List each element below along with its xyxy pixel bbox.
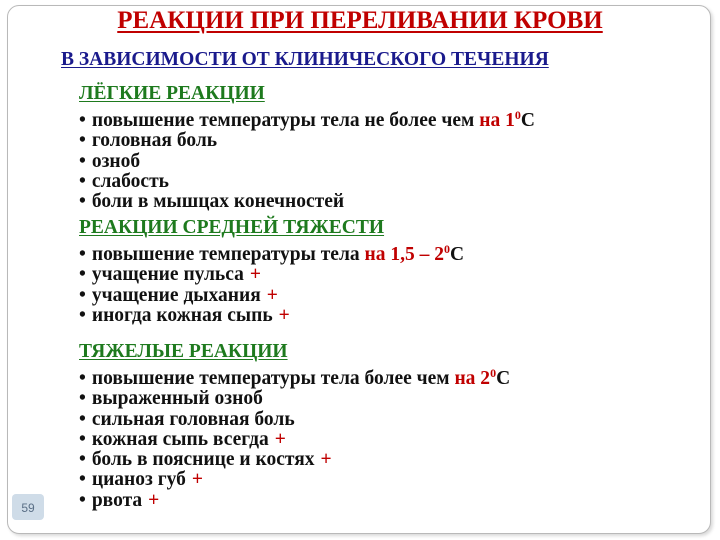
item-text: кожная сыпь всегда — [91, 428, 269, 450]
page-number-badge: 59 — [12, 494, 44, 520]
bullet: • — [79, 130, 86, 152]
list-item — [79, 265, 464, 285]
item-text: иногда кожная сыпь — [91, 304, 273, 326]
plus-sign: + — [266, 284, 278, 306]
list-item — [79, 366, 511, 389]
plus-sign: + — [191, 469, 203, 491]
list-item — [79, 430, 510, 450]
degree-superscript: 0 — [490, 366, 497, 380]
item-text: головная боль — [91, 130, 218, 152]
temperature-value: на $2^0$ — [454, 366, 497, 389]
list-item — [79, 470, 510, 490]
degree-unit: С — [496, 368, 511, 389]
list-item — [79, 491, 510, 511]
item-text: повышение температуры тела более чем — [91, 368, 450, 389]
degree-unit: С — [450, 244, 465, 265]
bullet: • — [79, 264, 86, 286]
bullet: • — [79, 428, 86, 450]
list-item — [79, 242, 465, 265]
list-item — [79, 389, 510, 409]
slide-title: РЕАКЦИИ ПРИ ПЕРЕЛИВАНИИ КРОВИ — [117, 7, 603, 34]
bullet: • — [79, 170, 86, 192]
degree-superscript: 0 — [444, 242, 451, 256]
severe-reactions-list — [79, 366, 511, 511]
medium-reactions-list — [79, 242, 465, 326]
item-text: повышение температуры тела не более чем — [91, 110, 475, 131]
item-text: рвота — [91, 489, 143, 511]
list-item — [79, 108, 535, 131]
bullet: • — [79, 368, 86, 389]
bullet: • — [79, 388, 86, 410]
degree-superscript: 0 — [514, 108, 521, 122]
degree-unit: С — [520, 110, 535, 131]
section-light-reactions — [79, 82, 535, 212]
section-medium-reactions — [79, 216, 464, 326]
plus-sign: + — [148, 489, 160, 511]
plus-sign: + — [278, 304, 290, 326]
item-text: слабость — [91, 170, 169, 192]
item-text: боли в мышцах конечностей — [91, 191, 345, 213]
slide-subtitle: В ЗАВИСИМОСТИ ОТ КЛИНИЧЕСКОГО ТЕЧЕНИЯ — [61, 49, 549, 70]
list-item — [79, 152, 535, 172]
section-severe-reactions — [79, 340, 510, 511]
bullet: • — [79, 489, 86, 511]
plus-sign: + — [274, 428, 286, 450]
bullet: • — [79, 408, 86, 430]
temperature-value: на $1^0$ — [479, 108, 521, 131]
bullet: • — [79, 469, 86, 491]
section-heading-medium: РЕАКЦИИ СРЕДНЕЙ ТЯЖЕСТИ — [79, 217, 385, 238]
item-text: озноб — [91, 150, 141, 172]
item-text: боль в пояснице и костях — [91, 449, 315, 471]
item-text: цианоз губ — [91, 469, 186, 491]
item-text: повышение температуры тела — [91, 244, 360, 265]
item-text: сильная головная боль — [91, 408, 295, 430]
plus-sign: + — [320, 449, 332, 471]
list-item — [79, 286, 464, 306]
plus-sign: + — [249, 264, 261, 286]
item-text: выраженный озноб — [91, 388, 263, 410]
bullet: • — [79, 191, 86, 213]
list-item — [79, 410, 510, 430]
temperature-value: на $1,5 - 2^0$ — [364, 242, 451, 265]
section-heading-light: ЛЁГКИЕ РЕАКЦИИ — [79, 83, 265, 104]
list-item — [79, 172, 535, 192]
list-item — [79, 450, 510, 470]
bullet: • — [79, 244, 86, 265]
list-item — [79, 131, 535, 151]
light-reactions-list — [79, 108, 535, 213]
bullet: • — [79, 304, 86, 326]
section-heading-severe: ТЯЖЕЛЫЕ РЕАКЦИИ — [79, 341, 288, 362]
item-text: учащение дыхания — [91, 284, 261, 306]
item-text: учащение пульса — [91, 264, 244, 286]
bullet: • — [79, 150, 86, 172]
bullet: • — [79, 284, 86, 306]
bullet: • — [79, 110, 86, 131]
list-item — [79, 192, 535, 212]
list-item — [79, 306, 464, 326]
bullet: • — [79, 449, 86, 471]
